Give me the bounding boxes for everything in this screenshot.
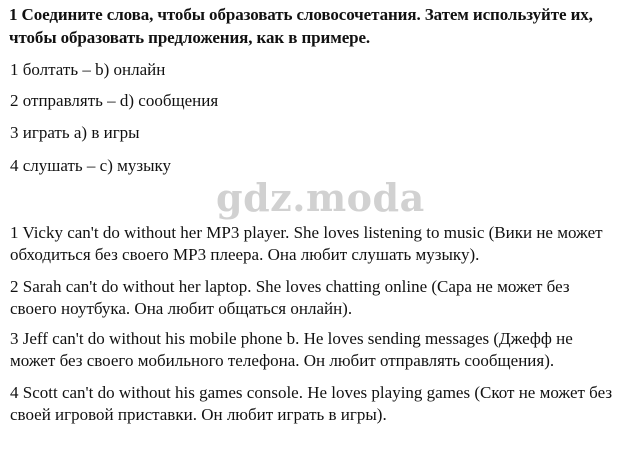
task-heading: 1 Соедините слова, чтобы образовать словосочетания. Затем используйте их, чтобы образовать предложения, как в примере. bbox=[9, 5, 593, 47]
example-sentence-3: 3 Jeff can't do without his mobile phone b. He loves sending messages (Джефф не может без своего мобильного телефона. Он любит отправлять сообщения). bbox=[10, 329, 573, 370]
word-pair-4: 4 слушать – с) музыку bbox=[10, 156, 172, 175]
example-sentence-1: 1 Vicky can't do without her MP3 player. She loves listening to music (Вики не может обходиться без своего MP3 плеера. Она любит слушать музыку). bbox=[10, 223, 603, 264]
word-pair-3: 3 играть а) в игры bbox=[10, 123, 140, 142]
word-pair-2: 2 отправлять – d) сообщения bbox=[10, 91, 219, 110]
watermark-logo: gdz.moda bbox=[216, 175, 425, 220]
example-sentence-4: 4 Scott can't do without his games console. He loves playing games (Скот не может без своей игровой приставки. Он любит играть в игры). bbox=[10, 383, 613, 424]
example-sentence-2: 2 Sarah can't do without her laptop. She loves chatting online (Сара не может без своего ноутбука. Она любит общаться онлайн). bbox=[10, 277, 570, 318]
word-pair-1: 1 болтать – b) онлайн bbox=[10, 60, 166, 79]
